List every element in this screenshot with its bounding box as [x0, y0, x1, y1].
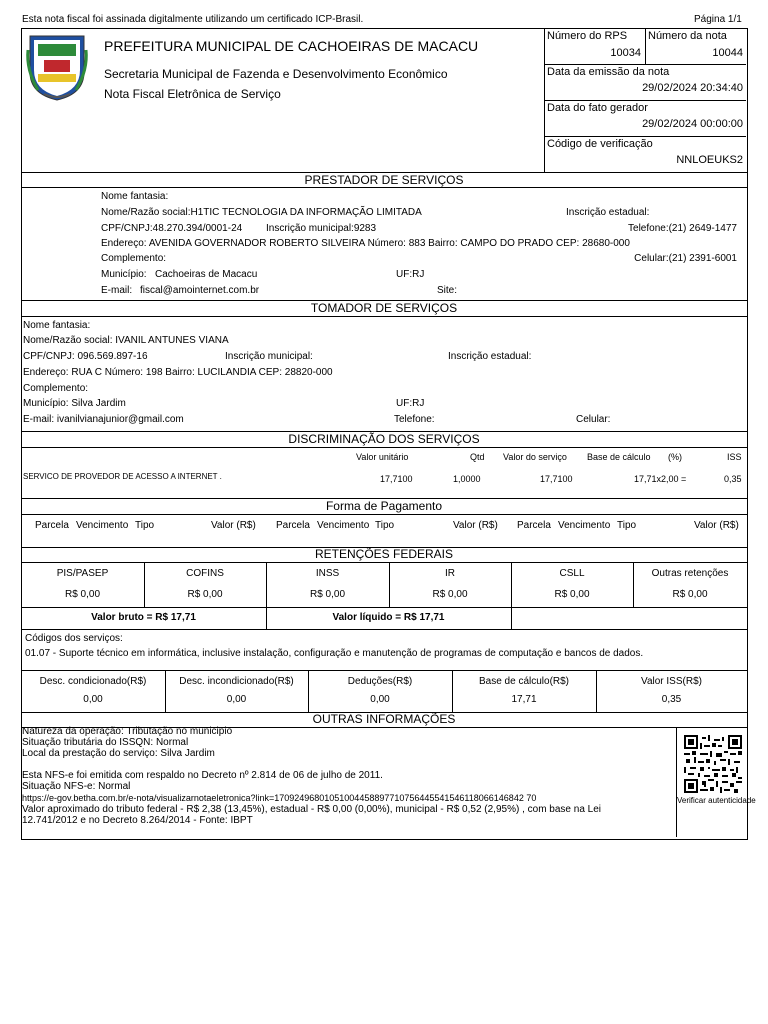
outras-decreto: Esta NFS-e foi emitida com respaldo no Decreto nº 2.814 de 06 de julho de 2011. — [22, 770, 383, 781]
header-valor-unitario: Valor unitário — [356, 452, 409, 462]
valor-bruto: Valor bruto = R$ 17,71 — [91, 612, 196, 623]
retencao-outras-label: Outras retenções — [651, 568, 729, 579]
servicos-section-title: DISCRIMINAÇÃO DOS SERVIÇOS — [288, 432, 480, 446]
tomador-cpf-cnpj: CPF/CNPJ: 096.569.897-16 — [23, 351, 148, 362]
prestador-inscricao-municipal: Inscrição municipal:9283 — [266, 223, 377, 234]
prestador-municipio-label: Município: — [101, 269, 147, 280]
valor-liquido: Valor líquido = R$ 17,71 — [332, 612, 445, 623]
prestador-telefone: Telefone:(21) 2649-1477 — [628, 223, 737, 234]
deducao-base-calculo-label: Base de cálculo(R$) — [478, 676, 570, 687]
tomador-uf: UF:RJ — [396, 398, 425, 409]
outras-tributos: Valor aproximado do tributo federal - R$ 2,38 (13,45%), estadual - R$ 0,00 (0,00%), municipal - R$ 0,52 (2,95%) , com base na Lei — [22, 804, 602, 815]
retencao-inss-label: INSS — [315, 568, 340, 579]
fato-gerador-label: Data do fato gerador — [547, 102, 648, 114]
retencao-csll-label: CSLL — [559, 568, 585, 579]
deducao-base-calculo-value: 17,71 — [511, 694, 537, 705]
pagamento-valor-2: Valor (R$) — [453, 520, 498, 531]
pagamento-parcela-3: Parcela — [517, 520, 551, 531]
tomador-razao-social: Nome/Razão social: IVANIL ANTUNES VIANA — [23, 335, 229, 346]
pagamento-tipo-2: Tipo — [375, 520, 395, 531]
emissao-value: 29/02/2024 20:34:40 — [642, 82, 743, 94]
rps-label: Número do RPS — [547, 30, 628, 42]
codigo-verificacao-value: NNLOEUKS2 — [676, 154, 743, 166]
outras-link-nota[interactable]: https://e-gov.betha.com.br/e-nota/visualizarnotaeletronica?link=17092496801051004458897710756445541546118066146842 70 — [22, 793, 537, 803]
outras-situacao-nfse: Situação NFS-e: Normal — [22, 781, 131, 792]
servico-qtd: 1,0000 — [453, 474, 481, 484]
pagamento-vencimento-1: Vencimento — [76, 520, 129, 531]
tomador-municipio: Município: Silva Jardim — [23, 398, 126, 409]
codigo-verificacao-label: Código de verificação — [547, 138, 653, 150]
pagamento-section-title: Forma de Pagamento — [325, 499, 443, 513]
prestador-razao-social: Nome/Razão social:H1TIC TECNOLOGIA DA INFORMAÇÃO LIMITADA — [101, 207, 422, 218]
prestador-email-label: E-mail: — [101, 285, 133, 296]
header-qtd: Qtd — [470, 452, 485, 462]
tomador-celular: Celular: — [576, 414, 611, 425]
servico-descricao: SERVICO DE PROVEDOR DE ACESSO A INTERNET . — [23, 472, 222, 481]
prestador-section-title: PRESTADOR DE SERVIÇOS — [304, 173, 464, 187]
prestador-uf: UF:RJ — [396, 269, 425, 280]
prestador-nome-fantasia: Nome fantasia: — [101, 191, 169, 202]
retencao-cofins-value: R$ 0,00 — [187, 589, 223, 600]
tomador-section-title: TOMADOR DE SERVIÇOS — [310, 301, 458, 315]
nota-value: 10044 — [712, 47, 743, 59]
tomador-inscricao-municipal: Inscrição municipal: — [225, 351, 313, 362]
header-iss: ISS — [727, 452, 742, 462]
pagamento-valor-1: Valor (R$) — [211, 520, 256, 531]
codigo-servico-item: 01.07 - Suporte técnico em informática, inclusive instalação, configuração e manutenção de programas de computação e bancos de dados. — [25, 648, 644, 659]
prestador-site: Site: — [437, 285, 458, 296]
retencao-inss-value: R$ 0,00 — [309, 589, 346, 600]
fato-gerador-value: 29/02/2024 00:00:00 — [642, 118, 743, 130]
document-type: Nota Fiscal Eletrônica de Serviço — [104, 87, 281, 101]
outras-section-title: OUTRAS INFORMAÇÕES — [312, 712, 456, 726]
servico-iss: 0,35 — [724, 474, 742, 484]
rps-divider — [645, 28, 646, 64]
tomador-nome-fantasia: Nome fantasia: — [23, 320, 91, 331]
deducao-valor-iss-label: Valor ISS(R$) — [641, 676, 702, 687]
tomador-complemento: Complemento: — [23, 383, 89, 394]
header-percentual: (%) — [668, 452, 682, 462]
tomador-email: E-mail: ivanilvianajunior@gmail.com — [23, 414, 184, 425]
verificar-autenticidade-label[interactable]: Verificar autenticidade — [677, 796, 756, 805]
outras-natureza: Natureza da operação: Tributação no municipio — [22, 726, 233, 737]
municipal-crest-logo — [24, 30, 90, 102]
retencao-csll-value: R$ 0,00 — [554, 589, 590, 600]
prestador-email: fiscal@amointernet.com.br — [140, 285, 260, 296]
outras-lei: 12.741/2012 e no Decreto 8.264/2014 - Fonte: IBPT — [22, 815, 253, 826]
deducao-desc-incondicionado-label: Desc. incondicionado(R$) — [179, 676, 294, 687]
prestador-celular: Celular:(21) 2391-6001 — [634, 253, 737, 264]
retencao-pis-value: R$ 0,00 — [64, 589, 101, 600]
rps-value: 10034 — [610, 47, 641, 59]
pagamento-valor-3: Valor (R$) — [694, 520, 739, 531]
deducao-deducoes-value: 0,00 — [370, 694, 390, 705]
prestador-complemento: Complemento: — [101, 253, 167, 264]
signature-notice: Esta nota fiscal foi assinada digitalmente utilizando um certificado ICP-Brasil. — [22, 14, 364, 25]
emissao-label: Data da emissão da nota — [547, 66, 670, 78]
header-base-calculo: Base de cálculo — [587, 452, 651, 462]
tomador-inscricao-estadual: Inscrição estadual: — [448, 351, 532, 362]
prestador-endereco: Endereço: AVENIDA GOVERNADOR ROBERTO SILVEIRA Número: 883 Bairro: CAMPO DO PRADO CEP: 28680-000 — [101, 238, 630, 249]
servico-base-calculo: 17,71x2,00 = — [634, 474, 687, 484]
header-valor-servico: Valor do serviço — [503, 452, 567, 462]
municipality-title: PREFEITURA MUNICIPAL DE CACHOEIRAS DE MACACU — [104, 38, 479, 54]
codigos-servicos-label: Códigos dos serviços: — [25, 633, 123, 644]
retencoes-section-title: RETENÇÕES FEDERAIS — [314, 547, 454, 561]
department-name: Secretaria Municipal de Fazenda e Desenvolvimento Econômico — [104, 67, 448, 81]
deducao-deducoes-label: Deduções(R$) — [347, 676, 413, 687]
servico-valor: 17,7100 — [540, 474, 573, 484]
retencao-outras-value: R$ 0,00 — [672, 589, 708, 600]
pagamento-tipo-1: Tipo — [135, 520, 155, 531]
tomador-endereco: Endereço: RUA C Número: 198 Bairro: LUCILANDIA CEP: 28820-000 — [23, 367, 333, 378]
page-number: Página 1/1 — [694, 14, 742, 25]
prestador-municipio: Cachoeiras de Macacu — [155, 269, 258, 280]
servico-valor-unitario: 17,7100 — [380, 474, 413, 484]
pagamento-vencimento-3: Vencimento — [558, 520, 611, 531]
retencao-ir-label: IR — [445, 568, 455, 579]
retencao-cofins-label: COFINS — [186, 568, 224, 579]
qr-code-icon[interactable] — [683, 735, 743, 793]
outras-local-prestacao: Local da prestação do serviço: Silva Jardim — [22, 748, 215, 759]
retencao-pis-label: PIS/PASEP — [56, 568, 109, 579]
deducao-desc-condicionado-label: Desc. condicionado(R$) — [39, 676, 147, 687]
pagamento-parcela-2: Parcela — [276, 520, 310, 531]
tomador-telefone: Telefone: — [394, 414, 435, 425]
deducao-valor-iss-value: 0,35 — [661, 694, 682, 705]
pagamento-tipo-3: Tipo — [617, 520, 637, 531]
prestador-inscricao-estadual: Inscrição estadual: — [566, 207, 650, 218]
pagamento-parcela-1: Parcela — [35, 520, 69, 531]
outras-situacao-tributaria: Situação tributária do ISSQN: Normal — [22, 737, 189, 748]
deducao-desc-condicionado-value: 0,00 — [83, 694, 103, 705]
deducao-desc-incondicionado-value: 0,00 — [226, 694, 247, 705]
pagamento-vencimento-2: Vencimento — [317, 520, 370, 531]
nota-label: Número da nota — [648, 30, 727, 42]
retencao-ir-value: R$ 0,00 — [432, 589, 468, 600]
prestador-cpf-cnpj: CPF/CNPJ:48.270.394/0001-24 — [101, 223, 243, 234]
